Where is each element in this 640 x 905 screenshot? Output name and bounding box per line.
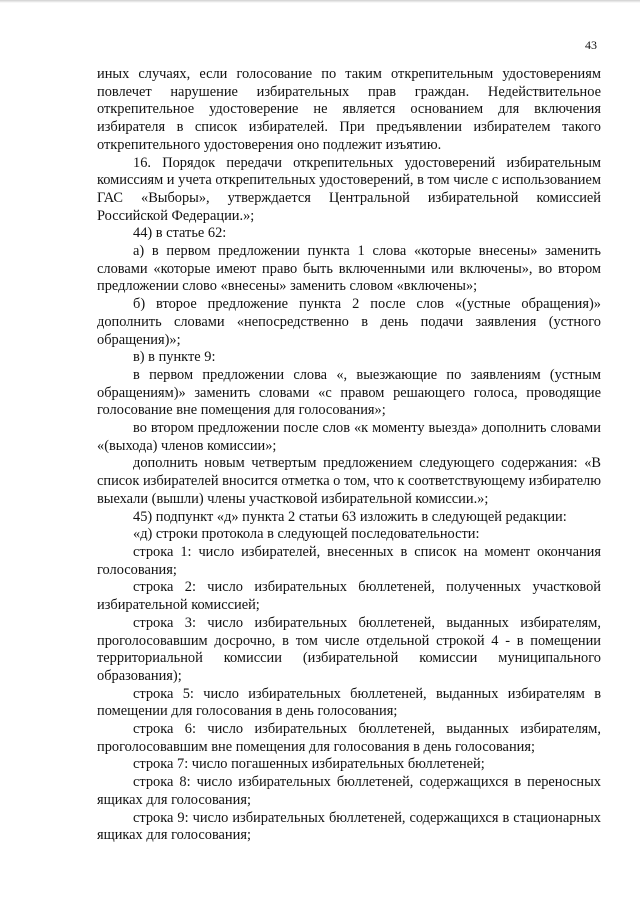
- protocol-line-1: строка 1: число избирателей, внесенных в список на момент окончания голосования;: [97, 543, 601, 578]
- paragraph-subitem-a: а) в первом предложении пункта 1 слова «которые внесены» заменить словами «которые имеют право быть включенными или включены», во втором предложении слово «внесены» заменить словом «включены»;: [97, 243, 601, 295]
- protocol-line-3: строка 3: число избирательных бюллетеней, выданных избирателям, проголосовавшим досрочно, в том числе отдельной строкой 4 - в помещении территориальной комиссии (избирательной комиссии муниципального образования);: [97, 614, 601, 684]
- paragraph-continuation: иных случаях, если голосование по таким открепительным удостоверениям повлечет нарушение избирательных прав граждан. Недействительное открепительное удостоверение не является основанием для включения избирателя в список избирателей. При предъявлении избирателем такого открепительного удостоверения оно подлежит изъятию.: [97, 66, 601, 153]
- paragraph-subitem-b: б) второе предложение пункта 2 после слов «(устные обращения)» дополнить словами «непосредственно в день подачи заявления (устного обращения)»;: [97, 296, 601, 348]
- protocol-line-5: строка 5: число избирательных бюллетеней, выданных избирателям в помещении для голосования в день голосования;: [97, 685, 601, 720]
- protocol-line-8: строка 8: число избирательных бюллетеней, содержащихся в переносных ящиках для голосования;: [97, 774, 601, 808]
- protocol-line-6: строка 6: число избирательных бюллетеней, выданных избирателям, проголосовавшим вне помещения для голосования в день голосования;: [97, 721, 601, 755]
- protocol-line-2: строка 2: число избирательных бюллетеней, полученных участковой избирательной комиссией;: [97, 579, 601, 614]
- paragraph-item-44: 44) в статье 62:: [133, 225, 227, 242]
- page-number: 43: [585, 38, 597, 52]
- paragraph-first-sentence: в первом предложении слова «, выезжающие по заявлениям (устным обращениям)» заменить словами «с правом решающего голоса, проводящие голосование вне помещения для голосования»;: [97, 366, 601, 419]
- scan-top-edge: [0, 0, 640, 3]
- paragraph-subitem-v: в) в пункте 9:: [133, 349, 216, 366]
- paragraph-fourth-sentence: дополнить новым четвертым предложением следующего содержания: «В список избирателей вносится отметка о том, что к соответствующему избирателю выехали (вышли) члены участковой избирательной комиссии.»;: [97, 455, 601, 507]
- protocol-line-7: строка 7: число погашенных избирательных бюллетеней;: [133, 756, 485, 773]
- paragraph-subitem-d: «д) строки протокола в следующей последовательности:: [133, 526, 480, 543]
- paragraph-second-sentence: во втором предложении после слов «к моменту выезда» дополнить словами «(выхода) членов комиссии»;: [97, 420, 601, 454]
- paragraph-item-45: 45) подпункт «д» пункта 2 статьи 63 изложить в следующей редакции:: [133, 508, 567, 525]
- document-body: [97, 66, 601, 845]
- protocol-line-9: строка 9: число избирательных бюллетеней, содержащихся в стационарных ящиках для голосования;: [97, 809, 601, 844]
- paragraph-item-16: 16. Порядок передачи открепительных удостоверений избирательным комиссиям и учета открепительных удостоверений, в том числе с использованием ГАС «Выборы», утверждается Центральной избирательной комиссией Российской Федерации.»;: [97, 154, 601, 224]
